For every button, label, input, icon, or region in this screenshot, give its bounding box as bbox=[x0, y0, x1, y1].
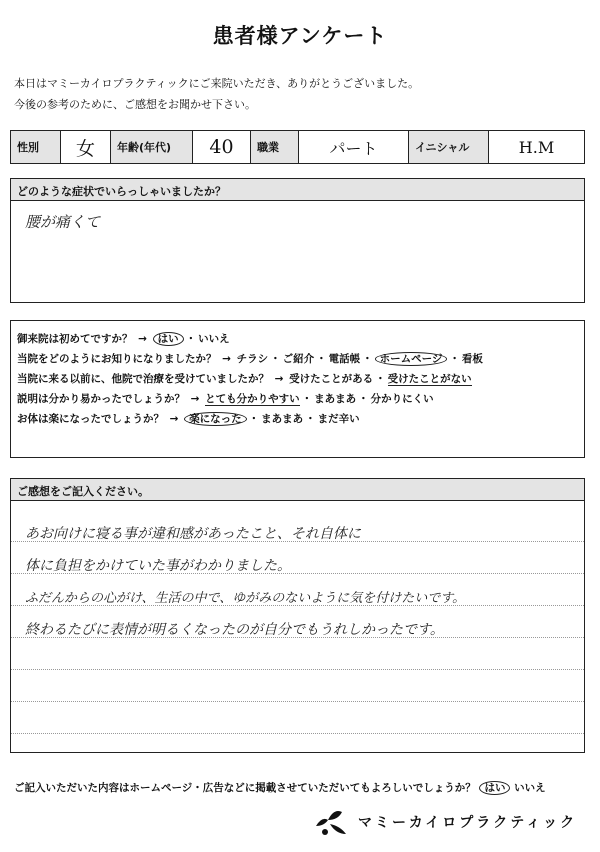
option-phonebook[interactable]: 電話帳 bbox=[328, 353, 361, 365]
questions-box bbox=[10, 320, 585, 458]
ruled-line bbox=[11, 701, 584, 702]
separator: ・ bbox=[305, 413, 316, 425]
sex-label: 性別 bbox=[11, 131, 61, 163]
question-relief bbox=[17, 411, 578, 431]
separator: ・ bbox=[270, 353, 281, 365]
separator: ・ bbox=[375, 373, 386, 385]
consent-no[interactable]: いいえ bbox=[514, 782, 546, 794]
question-text: 御来院は初めてですか？ bbox=[17, 333, 133, 345]
impression-line-1: あお向けに寝る事が違和感があったこと、それ自体に bbox=[25, 526, 361, 542]
symptom-box bbox=[10, 178, 585, 303]
age-value[interactable]: 40 bbox=[193, 131, 251, 163]
question-text: 当院をどのようにお知りになりましたか？ bbox=[17, 353, 217, 365]
impression-line-2: 体に負担をかけていた事がわかりました。 bbox=[25, 558, 291, 574]
impressions-area[interactable] bbox=[11, 501, 584, 753]
intro-line-2: 今後の参考のために、ご感想をお聞かせ下さい。 bbox=[14, 98, 256, 111]
option-still-painful[interactable]: まだ辛い bbox=[317, 413, 360, 425]
separator: ・ bbox=[358, 393, 369, 405]
option-referral[interactable]: ご紹介 bbox=[282, 353, 315, 365]
separator: ・ bbox=[362, 353, 373, 365]
question-prior-treatment bbox=[17, 371, 578, 391]
option-flyer[interactable]: チラシ bbox=[236, 353, 269, 365]
initial-value[interactable]: H.M bbox=[518, 137, 555, 157]
question-text: 当院に来る以前に、他院で治療を受けていましたか？ bbox=[17, 373, 269, 385]
initial-label: イニシャル bbox=[409, 131, 489, 163]
option-no[interactable]: いいえ bbox=[198, 333, 230, 345]
separator: ・ bbox=[248, 413, 260, 425]
sex-value[interactable]: 女 bbox=[61, 131, 111, 163]
info-row bbox=[10, 130, 585, 164]
option-homepage-selected[interactable]: ホームページ bbox=[375, 352, 448, 366]
option-unclear[interactable]: 分かりにくい bbox=[370, 393, 434, 405]
question-first-visit bbox=[17, 331, 578, 351]
separator: ・ bbox=[301, 393, 313, 405]
brand-name: マミーカイロプラクティック bbox=[358, 815, 578, 831]
separator: ・ bbox=[449, 353, 460, 365]
age-label: 年齢(年代) bbox=[111, 131, 193, 163]
brand-logo-icon bbox=[312, 806, 350, 838]
impression-line-3: ふだんからの心がけ、生活の中で、ゆがみのないように気を付けたいです。 bbox=[25, 591, 466, 606]
option-relieved-selected[interactable]: 楽になった bbox=[184, 412, 247, 426]
ruled-line bbox=[11, 669, 584, 670]
separator: ・ bbox=[316, 353, 327, 365]
question-text: お体は楽になったでしょうか？ bbox=[17, 413, 164, 425]
option-so-so[interactable]: まあまあ bbox=[314, 393, 357, 405]
page-title: 患者様アンケート bbox=[212, 24, 388, 48]
question-how-found bbox=[17, 351, 578, 371]
question-explanation bbox=[17, 391, 578, 411]
arrow-icon: → bbox=[190, 393, 200, 405]
arrow-icon: → bbox=[274, 373, 284, 385]
consent-yes-selected[interactable]: はい bbox=[479, 781, 510, 795]
job-value[interactable]: パート bbox=[299, 131, 409, 163]
option-not-received-selected[interactable]: 受けたことがない bbox=[387, 373, 472, 385]
option-very-clear-selected[interactable]: とても分かりやすい bbox=[205, 393, 300, 405]
option-so-so[interactable]: まあまあ bbox=[261, 413, 304, 425]
option-received[interactable]: 受けたことがある bbox=[289, 373, 374, 385]
symptom-answer[interactable]: 腰が痛くて bbox=[25, 213, 101, 231]
impression-line-4: 終わるたびに表情が明るくなったのが自分でもうれしかったです。 bbox=[25, 622, 444, 638]
ruled-line bbox=[11, 733, 584, 734]
consent-question bbox=[14, 780, 546, 795]
impressions-label: ご感想をご記入ください。 bbox=[11, 479, 584, 501]
option-yes-selected[interactable]: はい bbox=[153, 332, 184, 346]
arrow-icon: → bbox=[138, 333, 147, 345]
job-label: 職業 bbox=[251, 131, 299, 163]
question-text: 説明は分かり易かったでしょうか？ bbox=[17, 393, 185, 405]
impressions-box bbox=[10, 478, 585, 753]
arrow-icon: → bbox=[222, 353, 231, 365]
intro-line-1: 本日はマミーカイロプラクティックにご来院いただき、ありがとうございました。 bbox=[14, 77, 420, 90]
arrow-icon: → bbox=[169, 413, 179, 425]
consent-text: ご記入いただいた内容はホームページ・広告などに掲載させていただいてもよろしいでしょうか？ bbox=[14, 782, 476, 794]
option-signboard[interactable]: 看板 bbox=[461, 353, 483, 365]
brand-footer bbox=[312, 806, 577, 838]
separator: ・ bbox=[185, 333, 197, 345]
symptom-question: どのような症状でいらっしゃいましたか？ bbox=[11, 179, 584, 201]
